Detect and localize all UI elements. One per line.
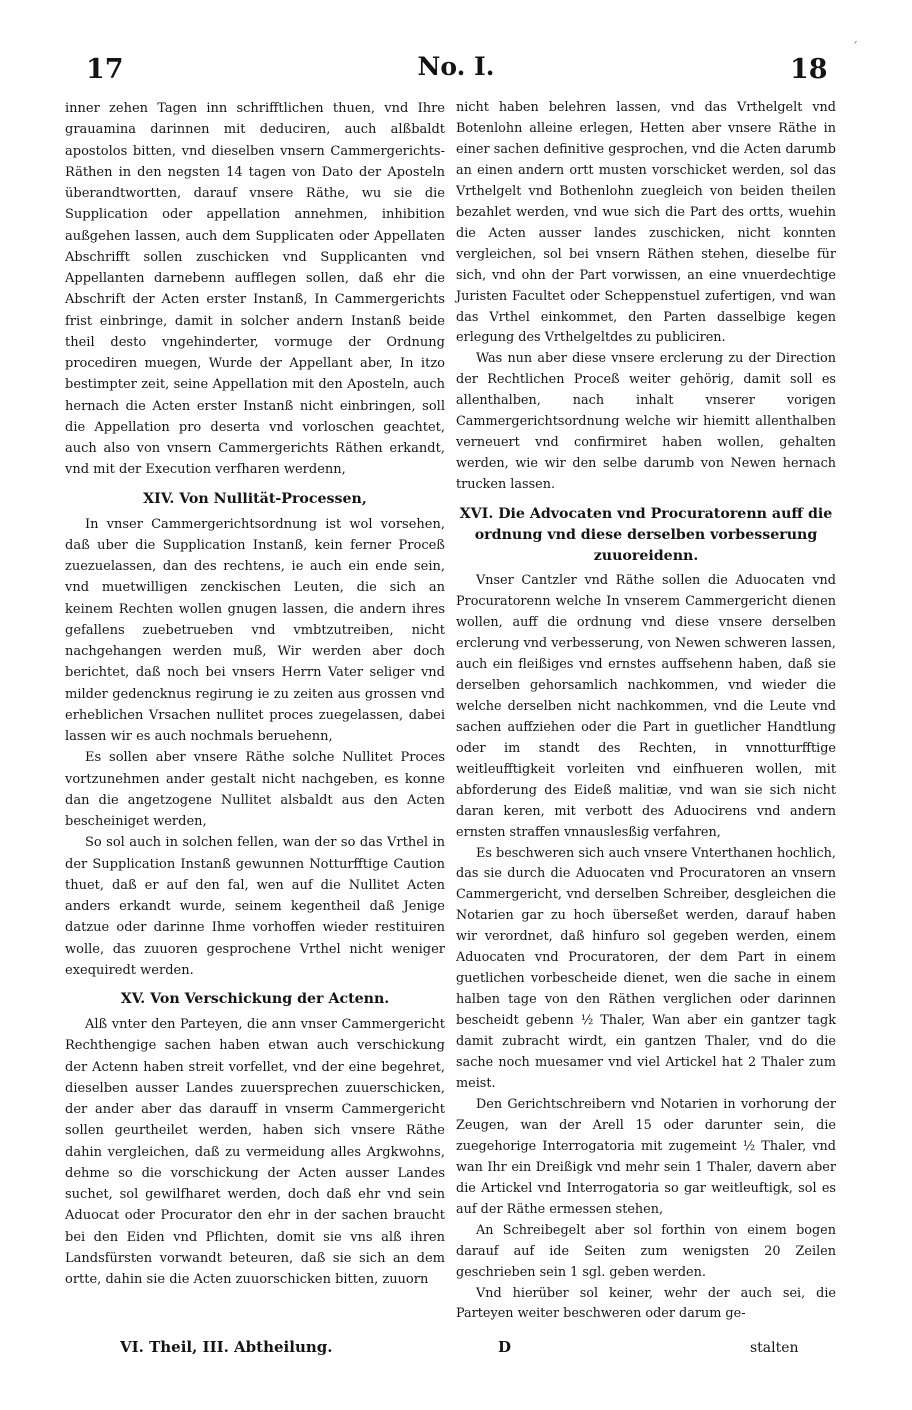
page-number-left: 17 — [86, 54, 124, 85]
catchword: stalten — [750, 1340, 799, 1356]
footer-volume-note: VI. Theil, III. Abtheilung. — [120, 1338, 333, 1356]
paragraph: So sol auch in solchen fellen, wan der so das Vrthel in der Supplication Instanß gewunnen Notturfftige Caution thuet, daß er auf den fal, wen auf die Nullitet Acten anders erkandt wurde, seinem kegentheil daß Jenige datzue oder darinne Ihme vorhoffen wieder restituiren wolle, das zuuoren gesprochene Vrthel nicht weniger exequiredt werden. — [65, 835, 445, 978]
page-number-right: 18 — [790, 54, 828, 85]
paragraph: Was nun aber diese vnsere erclerung zu der Direction der Rechtlichen Proceß weiter gehörig, damit soll es allenthalben, nach inhalt vnserer vorigen Cammergerichtsordnung welche wir hiemitt allenthalben verneuert vnd confirmiret haben wollen, gehalten werden, wie wir den selbe darumb von Newen hernach trucken lassen. — [456, 351, 836, 493]
section-heading-xv: XV. Von Verschickung der Actenn. — [120, 991, 390, 1007]
paragraph: inner zehen Tagen inn schrifftlichen thuen, vnd Ihre grauamina darinnen mit deduciren, auch alßbaldt apostolos bitten, vnd dieselben vnsern Cammergerichts-Räthen in den negsten 14 tagen von Dato der Aposteln überandtwortten, darauf vnsere Räthe, wu sie die Supplication oder appellation annehmen, inhibition außgehen lassen, auch dem Supplicaten oder Appellaten Abschrifft sollen zuschicken vnd Supplicanten vnd Appellanten darnebenn aufflegen sollen, daß ehr die Abschrift der Acten erster Instanß, In Cammergerichts frist einbringe, damit in solcher andern Instanß beide theil desto vngehinderter, vormuge der Ordnung procediren muegen, Wurde der Appellant aber, In itzo bestimpter zeit, seine Appellation mit den Aposteln, auch hernach die Acten erster Instanß nicht einbringen, soll die Appellation pro deserta vnd vorloschen geachtet, auch also von vnsern Cammergerichts Räthen erkandt, vnd mit der Execution verfharen werdenn, — [65, 101, 445, 478]
section-heading-xiv: XIV. Von Nullität-Processen, — [143, 490, 367, 507]
signature-mark: D — [498, 1338, 512, 1356]
paragraph: Es beschweren sich auch vnsere Vnterthanen hochlich, das sie durch die Aduocaten vnd Procuratoren an vnsern Cammergericht, vnd derselben Schreiber, desgleichen die Notarien gar zu hoch überseßet werden, darauf haben wir verordnet, daß hinfuro sol gegeben werden, einem Aduocaten vnd Procuratoren, der dem Part in einem guetlichen vorbescheide dienet, wen die sache in einem halben tage von den Räthen verglichen oder darinnen bescheidt gebenn ½ Thaler, Wan aber ein gantzer tagk damit zubracht wirdt, ein gantzen Thaler, vnd do die sache noch muesamer vnd viel Artickel hat 2 Thaler zum meist. — [456, 845, 836, 1091]
paragraph: Vnser Cantzler vnd Räthe sollen die Aduocaten vnd Procuratorenn welche In vnserem Cammergericht dienen wollen, auff die ordnung vnd diese vnsere derselben erclerung vnd verbesserung, von Newen schweren lassen, auch ein fleißiges vnd ernstes auffsehenn haben, daß sie derselben gehorsamlich nachkommen, vnd wieder die welche derselben nicht nachkommen, vnd die Leute vnd sachen auffziehen oder die Part in guetlicher Handtlung oder im standt des Rechten, in vnnotturfftige weitleufftigkeit vorleiten vnd einfhueren wollen, mit abforderung des Eideß malitiæ, vnd wan sie sich nicht daran keren, mit verbott des Aduocirens vnd andern ernsten straffen vnnauslesßig verfahren, — [456, 573, 836, 840]
left-column — [65, 98, 445, 1290]
paragraph: Den Gerichtschreibern vnd Notarien in vorhorung der Zeugen, wan der Arell 15 oder darunter sein, die zuegehorige Interrogatoria mit zugemeint ½ Thaler, vnd wan Ihr ein Dreißigk vnd mehr sein 1 Thaler, davern aber die Artickel vnd Interrogatoria so gar weitleuftigk, sol es auf der Räthe ermessen stehen, — [456, 1096, 836, 1217]
paragraph: Vnd hierüber sol keiner, wehr der auch sei, die Parteyen weiter beschweren oder darum ge- — [456, 1285, 836, 1322]
paragraph: An Schreibegelt aber sol forthin von einem bogen darauf auf ide Seiten zum wenigsten 20 Zeilen geschrieben sein 1 sgl. geben werden. — [456, 1222, 836, 1280]
paragraph: In vnser Cammergerichtsordnung ist wol vorsehen, daß uber die Supplication Instanß, kein ferner Proceß zuezuelassen, dan des rechtens, ie auch ein ende sein, vnd muetwilligen zenckischen Leuten, die sich an keinem Rechten wollen gnugen lassen, die andern ihres gefallens zuebetrueben vnd vmbtzutreiben, nicht nachgehangen werden muß, Wir werden aber doch berichtet, daß noch bei vnsers Herrn Vater seliger vnd milder gedencknus regirung ie zu zeiten aus grossen vnd erheblichen Vrsachen nullitet proces zuegelassen, dabei lassen wir es auch nochmals beruehenn, — [65, 516, 445, 744]
margin-mark: ˊ — [852, 40, 858, 54]
page-header-title: No. I. — [417, 52, 495, 81]
paragraph: Alß vnter den Parteyen, die ann vnser Cammergericht Rechthengige sachen haben etwan auch verschickung der Actenn haben streit vorfellet, vnd der eine begehret, dieselben ausser Landes zuuersprechen zuuerschicken, der ander aber das darauff in vnserm Cammergericht sollen geurtheilet werden, haben sich vnsere Räthe dahin vergleichen, daß zu vermeidung alles Argkwohns, dehme so die vorschickung der Acten ausser Landes suchet, sol gewilfharet werden, doch daß ehr vnd sein Aduocat oder Procurator den ehr in der sachen braucht bei den Eiden vnd Pflichten, domit sie vns alß ihren Landsfürsten vorwandt beteuren, daß sie sich an dem ortte, dahin sie die Acten zuuorschicken bitten, zuuorn — [65, 1017, 445, 1287]
paragraph: Es sollen aber vnsere Räthe solche Nullitet Proces vortzunehmen ander gestalt nicht nachgeben, es konne dan die angetzogene Nullitet alsbaldt aus den Acten bescheiniget werden, — [65, 750, 445, 829]
right-column — [456, 98, 836, 1325]
paragraph: nicht haben belehren lassen, vnd das Vrthelgelt vnd Botenlohn alleine erlegen, Hetten aber vnsere Räthe in einer sachen definitive gesprochen, vnd die Acten darumb an einen andern ortt musten vorschicket werden, sol das Vrthelgelt vnd Bothenlohn zuegleich von beiden theilen bezahlet werden, vnd wue sich die Part des ortts, wuehin die Acten ausser landes zuschicken, nicht konnten vergleichen, sol bei vnsern Räthen stehen, dieselbe für sich, vnd ohn der Part vorwissen, an eine vnuerdechtige Juristen Facultet oder Scheppenstuel zufertigen, vnd wan das Vrthel einkommet, den Parten dasselbige kegen erlegung des Vrthelgeltdes zu publiciren. — [456, 100, 836, 346]
section-heading-xvi: XVI. Die Advocaten vnd Procuratorenn auff die ordnung vnd diese derselben vorbesserung zuuoreidenn. — [459, 506, 833, 565]
